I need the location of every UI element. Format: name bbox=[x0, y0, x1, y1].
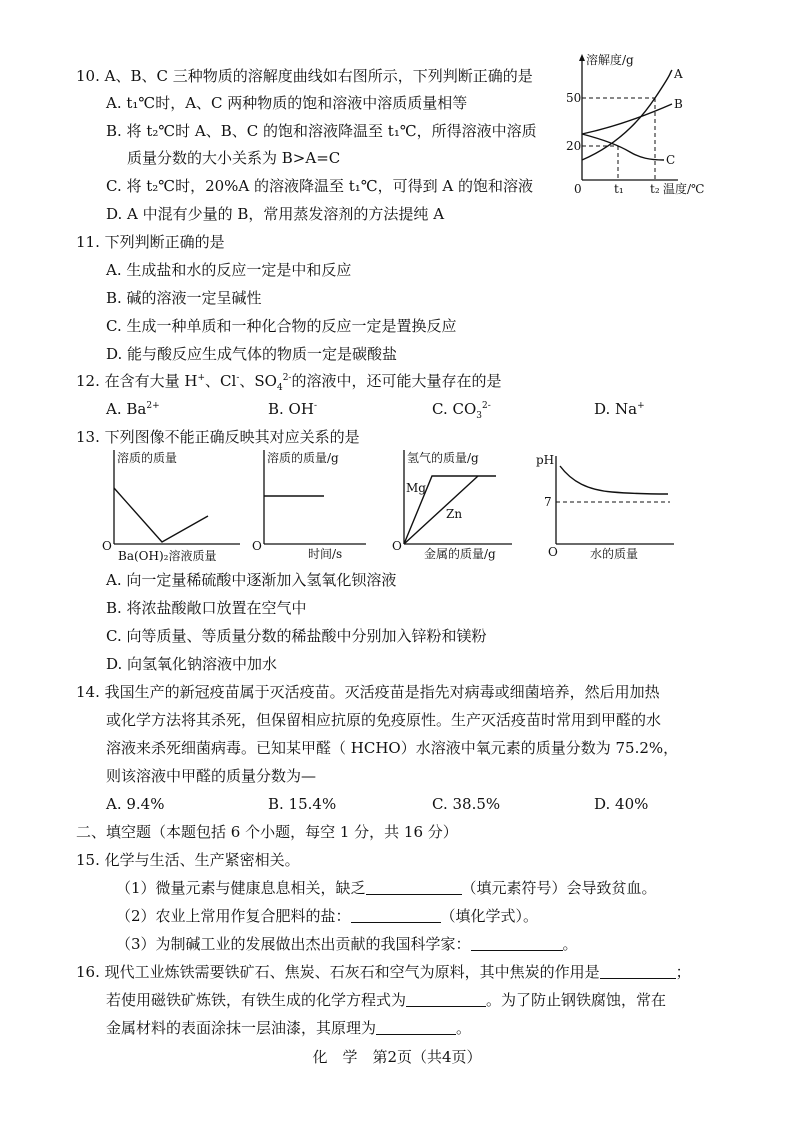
q13-stem bbox=[76, 427, 360, 447]
q16-blank-1[interactable] bbox=[600, 963, 676, 979]
q16-text-1-end: ； bbox=[675, 963, 691, 981]
q10-stem bbox=[76, 66, 533, 86]
q16-blank-3[interactable] bbox=[376, 1019, 456, 1035]
q15-stem bbox=[76, 850, 300, 870]
curve-c-label: C bbox=[666, 153, 676, 167]
q15-p3-text-b: 。 bbox=[562, 935, 578, 953]
q11-option-d: D. 能与酸反应生成气体的物质一定是碳酸盐 bbox=[106, 345, 398, 363]
q14-option-b: B. 15.4% bbox=[268, 795, 337, 813]
graph-tick-50: 50 bbox=[566, 91, 582, 105]
g3-mg-label: Mg bbox=[406, 481, 426, 495]
q14-line3: 溶液来杀死细菌病毒。已知某甲醛（ HCHO）水溶液中氧元素的质量分数为 75.2%， bbox=[106, 739, 679, 757]
g4-curve bbox=[560, 466, 668, 494]
q15-number: 15. bbox=[76, 851, 100, 869]
q12-so4-charge: 2- bbox=[282, 373, 292, 383]
q14-text-1: 我国生产的新冠疫苗属于灭活疫苗。灭活疫苗是指先对病毒或细菌培养，然后用加热 bbox=[104, 683, 660, 701]
q12-stem bbox=[76, 371, 501, 391]
graph-y-arrow bbox=[579, 54, 585, 61]
q16-text-2a: 若使用磁铁矿炼铁，有铁生成的化学方程式为 bbox=[106, 991, 407, 1009]
q13-stem-text: 下列图像不能正确反映其对应关系的是 bbox=[104, 428, 360, 446]
q15-p2-blank[interactable] bbox=[351, 907, 441, 923]
q12-option-b bbox=[268, 399, 317, 419]
g3-zn-label: Zn bbox=[446, 507, 463, 521]
g4-origin: O bbox=[548, 545, 558, 559]
q14-option-c: C. 38.5% bbox=[432, 795, 501, 813]
g1-line bbox=[114, 488, 208, 542]
q15-stem-text: 化学与生活、生产紧密相关。 bbox=[104, 851, 300, 869]
q11-stem-text: 下列判断正确的是 bbox=[104, 233, 225, 251]
q11-option-c: C. 生成一种单质和一种化合物的反应一定是置换反应 bbox=[106, 317, 457, 335]
q12-option-d bbox=[594, 399, 645, 419]
q12-c-charge: 2- bbox=[482, 401, 491, 411]
q15-p3-blank[interactable] bbox=[471, 935, 563, 951]
g3-ylabel: 氢气的质量/g bbox=[407, 451, 479, 465]
q16-line1 bbox=[76, 962, 691, 982]
q12-b-text: B. OH bbox=[268, 400, 314, 418]
q15-p2-text-b: （填化学式）。 bbox=[440, 907, 539, 925]
curve-c bbox=[582, 134, 664, 160]
q10-number: 10. bbox=[76, 67, 100, 85]
q10-option-a: A. t₁℃时，A、C 两种物质的饱和溶液中溶质质量相等 bbox=[106, 94, 468, 112]
q12-a-text: A. Ba bbox=[106, 400, 147, 418]
q15-p2-text-a: （2）农业上常用作复合肥料的盐： bbox=[116, 907, 351, 925]
g1-ylabel: 溶质的质量 bbox=[117, 451, 178, 465]
g1-origin: O bbox=[102, 539, 112, 553]
q12-c-text: C. CO bbox=[432, 400, 477, 418]
q16-text-3a: 金属材料的表面涂抹一层油漆，其原理为 bbox=[106, 1019, 377, 1037]
q14-number: 14. bbox=[76, 683, 100, 701]
q15-p1-text-a: （1）微量元素与健康息息相关，缺乏 bbox=[116, 879, 366, 897]
q13-graph-1 bbox=[98, 446, 248, 566]
graph-t1: t₁ bbox=[614, 182, 624, 196]
q12-option-c bbox=[432, 399, 491, 419]
curve-a-label: A bbox=[674, 67, 683, 81]
q14-line1 bbox=[76, 682, 660, 702]
graph-xlabel: 温度/℃ bbox=[663, 182, 705, 196]
q12-b-charge: - bbox=[313, 401, 317, 411]
q12-h-charge: + bbox=[197, 373, 206, 383]
q11-option-b: B. 碱的溶液一定呈碱性 bbox=[106, 289, 262, 307]
q14-line2: 或化学方法将其杀死，但保留相应抗原的免疫原性。生产灭活疫苗时常用到甲醛的水 bbox=[106, 711, 662, 729]
q13-graph-2 bbox=[248, 446, 378, 566]
graph-origin: 0 bbox=[574, 182, 582, 196]
q15-p1-text-b: （填元素符号）会导致贫血。 bbox=[461, 879, 657, 897]
q11-stem bbox=[76, 232, 225, 252]
q13-graph-4 bbox=[532, 446, 682, 566]
q14-line4: 则该溶液中甲醛的质量分数为— bbox=[106, 767, 317, 785]
q13-option-a: A. 向一定量稀硫酸中逐渐加入氢氧化钡溶液 bbox=[106, 571, 397, 589]
q13-option-b: B. 将浓盐酸敞口放置在空气中 bbox=[106, 599, 307, 617]
q14-option-a: A. 9.4% bbox=[106, 795, 165, 813]
q12-a-charge: 2+ bbox=[146, 401, 160, 411]
q12-cl-charge: - bbox=[236, 373, 240, 383]
q15-part-2 bbox=[116, 906, 538, 926]
curve-b-label: B bbox=[674, 97, 683, 111]
q12-number: 12. bbox=[76, 372, 100, 390]
q10-option-d: D. A 中混有少量的 B，常用蒸发溶剂的方法提纯 A bbox=[106, 205, 445, 223]
graph-tick-20: 20 bbox=[566, 139, 582, 153]
q11-number: 11. bbox=[76, 233, 100, 251]
q16-line2 bbox=[106, 990, 666, 1010]
section-2-title: 二、填空题（本题包括 6 个小题，每空 1 分，共 16 分） bbox=[76, 823, 458, 841]
q10-stem-text: A、B、C 三种物质的溶解度曲线如右图所示，下列判断正确的是 bbox=[104, 67, 533, 85]
g4-tick-7: 7 bbox=[544, 495, 552, 509]
q10-option-b-line2: 质量分数的大小关系为 B>A=C bbox=[127, 149, 341, 167]
q16-number: 16. bbox=[76, 963, 100, 981]
g3-xlabel: 金属的质量/g bbox=[424, 547, 496, 561]
g2-origin: O bbox=[252, 539, 262, 553]
q15-part-1 bbox=[116, 878, 657, 898]
q12-stem-c: 、SO bbox=[239, 372, 277, 390]
graph-ylabel: 溶解度/g bbox=[586, 53, 634, 67]
q10-option-b-line1: B. 将 t₂℃时 A、B、C 的饱和溶液降温至 t₁℃，所得溶液中溶质 bbox=[106, 122, 537, 140]
q14-option-d: D. 40% bbox=[594, 795, 649, 813]
q16-blank-2[interactable] bbox=[406, 991, 486, 1007]
q16-text-1: 现代工业炼铁需要铁矿石、焦炭、石灰石和空气为原料，其中焦炭的作用是 bbox=[104, 963, 600, 981]
q12-c-sub: 3 bbox=[476, 411, 482, 421]
q12-stem-d: 的溶液中，还可能大量存在的是 bbox=[291, 372, 502, 390]
q13-number: 13. bbox=[76, 428, 100, 446]
q10-option-c: C. 将 t₂℃时，20%A 的溶液降温至 t₁℃，可得到 A 的饱和溶液 bbox=[106, 177, 533, 195]
curve-b bbox=[582, 104, 672, 134]
page-footer: 化 学 第2页（共4页） bbox=[312, 1048, 482, 1066]
curve-a bbox=[582, 70, 672, 160]
g3-origin: O bbox=[392, 539, 402, 553]
q12-so4-sub: 4 bbox=[276, 383, 283, 393]
q12-d-charge: + bbox=[637, 401, 645, 411]
q11-option-a: A. 生成盐和水的反应一定是中和反应 bbox=[106, 261, 352, 279]
graph-t2: t₂ bbox=[650, 182, 660, 196]
q13-option-d: D. 向氢氧化钠溶液中加水 bbox=[106, 655, 278, 673]
q12-d-text: D. Na bbox=[594, 400, 638, 418]
g4-ylabel: pH bbox=[536, 453, 555, 467]
q13-graph-3 bbox=[388, 446, 523, 566]
g2-xlabel: 时间/s bbox=[308, 547, 343, 561]
q13-option-c: C. 向等质量、等质量分数的稀盐酸中分别加入锌粉和镁粉 bbox=[106, 627, 487, 645]
q12-option-a bbox=[106, 399, 160, 419]
q12-stem-a: 在含有大量 H bbox=[104, 372, 198, 390]
q15-p1-blank[interactable] bbox=[366, 879, 462, 895]
g1-xlabel: Ba(OH)₂溶液质量 bbox=[118, 549, 217, 563]
q16-line3 bbox=[106, 1018, 471, 1038]
q12-stem-b: 、Cl bbox=[205, 372, 237, 390]
g4-xlabel: 水的质量 bbox=[590, 547, 639, 561]
q16-text-2b: 。为了防止钢铁腐蚀，常在 bbox=[486, 991, 667, 1009]
q16-text-3b: 。 bbox=[456, 1019, 472, 1037]
q15-part-3 bbox=[116, 934, 578, 954]
q15-p3-text-a: （3）为制碱工业的发展做出杰出贡献的我国科学家： bbox=[116, 935, 471, 953]
solubility-curve-graph bbox=[560, 48, 720, 198]
g2-ylabel: 溶质的质量/g bbox=[267, 451, 339, 465]
